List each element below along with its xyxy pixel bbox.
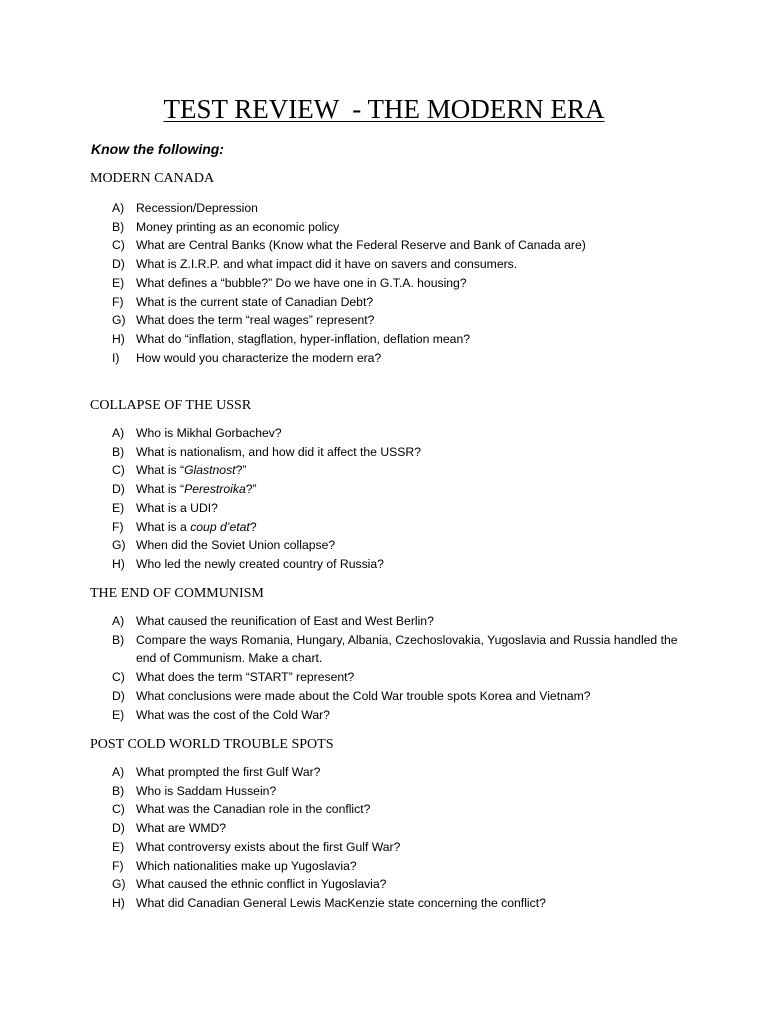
question-text-prefix: What is a <box>136 519 191 534</box>
question-item <box>112 782 682 801</box>
question-item <box>112 706 682 725</box>
question-item <box>112 218 682 237</box>
question-text-emphasis: coup d’etat <box>190 519 250 534</box>
intro-heading: Know the following: <box>91 141 224 157</box>
question-letter: A) <box>112 765 125 779</box>
question-letter: C) <box>112 238 125 253</box>
question-item <box>112 255 682 274</box>
question-item <box>112 199 682 218</box>
question-text: What are WMD? <box>136 821 227 836</box>
question-list-end-of-communism <box>112 612 682 724</box>
question-item <box>112 424 682 443</box>
question-text-suffix: ?” <box>235 463 247 478</box>
question-text: Compare the ways Romania, Hungary, Albania, Czechoslovakia, Yugoslavia and Russia handled the end of Communism. Make a chart. <box>136 632 678 666</box>
question-text <box>136 518 682 537</box>
question-item <box>112 443 682 462</box>
question-text-emphasis: Glastnost <box>184 463 236 478</box>
question-letter: G) <box>112 538 126 553</box>
question-item <box>112 612 682 631</box>
question-text: What do “inflation, stagflation, hyper-inflation, deflation mean? <box>136 331 470 346</box>
question-text: What was the Canadian role in the conflict? <box>136 802 371 817</box>
question-item <box>112 894 682 913</box>
question-text: Who led the newly created country of Russia? <box>136 556 384 571</box>
question-item <box>112 763 682 782</box>
question-letter: C) <box>112 670 125 685</box>
question-text: What is Z.I.R.P. and what impact did it have on savers and consumers. <box>136 257 518 272</box>
question-item <box>112 236 682 255</box>
question-item <box>112 875 682 894</box>
question-text: What prompted the first Gulf War? <box>136 765 321 779</box>
question-list-collapse-ussr <box>112 424 682 574</box>
question-letter: D) <box>112 482 125 497</box>
question-letter: H) <box>112 556 125 571</box>
question-letter: A) <box>112 426 125 440</box>
question-text <box>136 461 682 480</box>
question-letter: E) <box>112 275 125 290</box>
section-heading-post-cold-world: POST COLD WORLD TROUBLE SPOTS <box>90 737 334 752</box>
question-letter: H) <box>112 331 125 346</box>
question-letter: F) <box>112 519 124 534</box>
question-item <box>112 857 682 876</box>
question-item <box>112 819 682 838</box>
section-heading-modern-canada: MODERN CANADA <box>90 171 215 186</box>
question-letter: C) <box>112 802 125 817</box>
question-letter: B) <box>112 783 125 798</box>
question-text: How would you characterize the modern era? <box>136 350 382 365</box>
question-text: What is nationalism, and how did it affect the USSR? <box>136 444 421 459</box>
question-letter: F) <box>112 858 124 873</box>
question-text: What controversy exists about the first Gulf War? <box>136 839 401 854</box>
question-letter: A) <box>112 614 125 628</box>
question-letter: B) <box>112 444 125 459</box>
question-text <box>136 480 682 499</box>
section-heading-end-of-communism: THE END OF COMMUNISM <box>90 586 264 601</box>
question-letter: D) <box>112 257 125 272</box>
question-text: What is a UDI? <box>136 500 218 515</box>
question-text: What caused the reunification of East and West Berlin? <box>136 614 434 628</box>
question-text: Who is Mikhal Gorbachev? <box>136 426 282 440</box>
question-text: What does the term “real wages” represent? <box>136 313 375 328</box>
question-item <box>112 330 682 349</box>
question-letter: F) <box>112 294 124 309</box>
question-letter: G) <box>112 313 126 328</box>
question-letter: H) <box>112 895 125 910</box>
question-text: What are Central Banks (Know what the Federal Reserve and Bank of Canada are) <box>136 238 586 253</box>
question-text-prefix: What is “ <box>136 482 185 497</box>
question-letter: I) <box>112 350 120 365</box>
question-text: Money printing as an economic policy <box>136 219 340 234</box>
question-item <box>112 349 682 368</box>
question-text: What caused the ethnic conflict in Yugoslavia? <box>136 877 387 892</box>
question-item <box>112 687 682 706</box>
question-letter: E) <box>112 839 125 854</box>
question-text-suffix: ?” <box>245 482 257 497</box>
question-letter: E) <box>112 500 125 515</box>
question-text: What does the term “START” represent? <box>136 670 355 685</box>
question-letter: B) <box>112 632 125 647</box>
question-text: Recession/Depression <box>136 201 258 215</box>
question-item <box>112 461 682 480</box>
question-letter: B) <box>112 219 125 234</box>
question-text: What is the current state of Canadian Debt? <box>136 294 374 309</box>
question-text: Which nationalities make up Yugoslavia? <box>136 858 357 873</box>
question-text-prefix: What is “ <box>136 463 185 478</box>
question-text: What did Canadian General Lewis MacKenzie state concerning the conflict? <box>136 895 546 910</box>
question-item <box>112 274 682 293</box>
question-letter: D) <box>112 821 125 836</box>
page-title: TEST REVIEW - THE MODERN ERA <box>163 94 605 124</box>
question-list-post-cold-world <box>112 763 682 913</box>
question-item <box>112 311 682 330</box>
question-text: What defines a “bubble?” Do we have one in G.T.A. housing? <box>136 275 467 290</box>
question-letter: D) <box>112 688 125 703</box>
question-text: When did the Soviet Union collapse? <box>136 538 336 553</box>
question-text-emphasis: Perestroika <box>184 482 246 497</box>
question-text: Who is Saddam Hussein? <box>136 783 277 798</box>
question-item <box>112 555 682 574</box>
section-heading-collapse-ussr: COLLAPSE OF THE USSR <box>90 398 252 413</box>
question-text: What was the cost of the Cold War? <box>136 707 330 722</box>
question-text-suffix: ? <box>249 519 257 534</box>
question-item <box>112 480 682 499</box>
question-item <box>112 536 682 555</box>
question-text: What conclusions were made about the Cold War trouble spots Korea and Vietnam? <box>136 688 591 703</box>
question-item <box>112 293 682 312</box>
question-list-modern-canada <box>112 199 682 367</box>
question-item <box>112 838 682 857</box>
question-letter: E) <box>112 707 125 722</box>
question-item <box>112 668 682 687</box>
question-letter: G) <box>112 877 126 892</box>
question-item <box>112 631 682 668</box>
question-letter: A) <box>112 201 125 215</box>
question-item <box>112 518 682 537</box>
question-letter: C) <box>112 463 125 478</box>
question-item <box>112 499 682 518</box>
question-item <box>112 800 682 819</box>
